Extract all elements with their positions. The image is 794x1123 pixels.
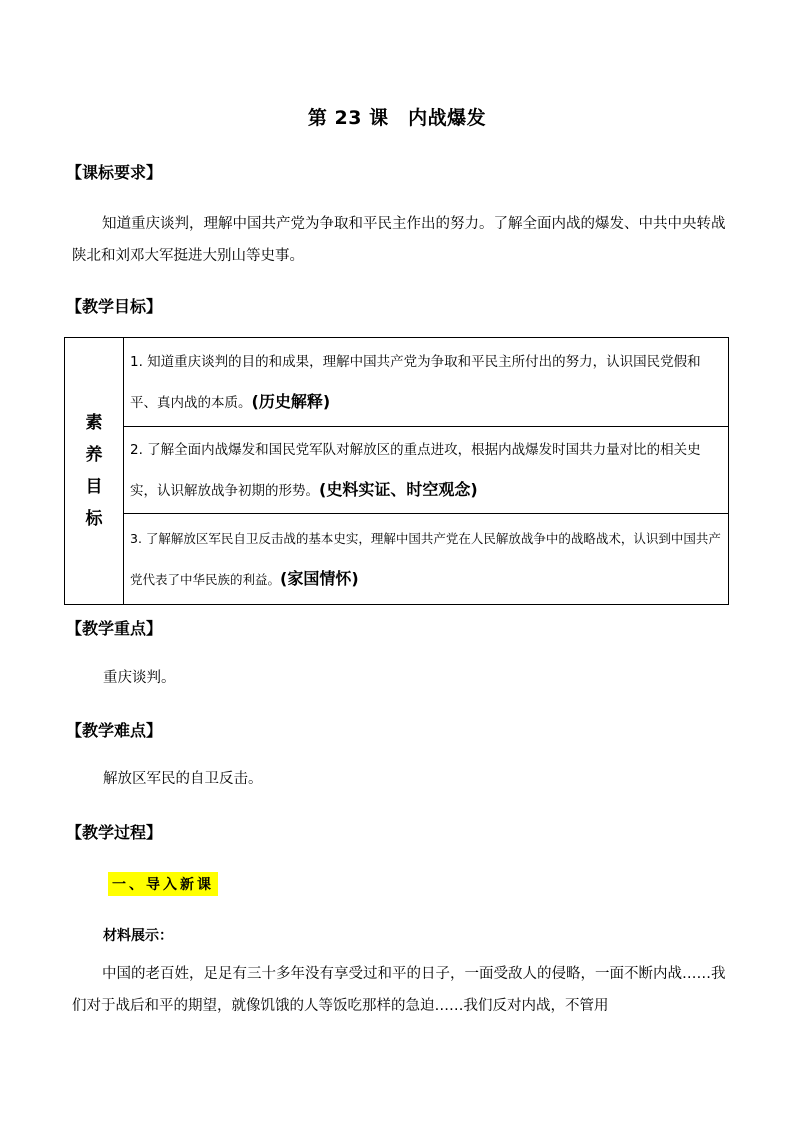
objectives-heading: 【教学目标】 — [66, 297, 163, 316]
label-char: 养 — [85, 445, 103, 465]
standards-text: 知道重庆谈判，理解中国共产党为争取和平民主作出的努力。了解全面内战的爆发、中共中央转战陕北和刘邓大军挺进大别山等史事。 — [72, 216, 726, 264]
objective-item-1 — [124, 338, 729, 427]
objective-text: 3. 了解解放区军民自卫反击战的基本史实，理解中国共产党在人民解放战争中的战略战术，认识到中国共产党代表了中华民族的利益。 — [130, 530, 721, 587]
standards-heading: 【课标要求】 — [66, 163, 163, 182]
material-text: 中国的老百姓，足足有三十多年没有享受过和平的日子，一面受敌人的侵略，一面不断内战……我们对于战后和平的期望，就像饥饿的人等饭吃那样的急迫……我们反对内战，不管用 — [72, 966, 726, 1014]
objective-tag: (历史解释) — [251, 391, 331, 411]
difficulty-text: 解放区军民的自卫反击。 — [103, 771, 263, 787]
objective-item-3 — [124, 514, 729, 605]
lesson-title: 第 23 课 内战爆发 — [307, 107, 487, 129]
difficulty-heading: 【教学难点】 — [66, 721, 163, 740]
section-highlight: 一、导入新课 — [108, 872, 218, 896]
objective-tag: (史料实证、时空观念) — [319, 479, 478, 499]
material-label: 材料展示： — [103, 928, 173, 944]
key-point-heading: 【教学重点】 — [66, 619, 163, 638]
label-char: 标 — [85, 509, 103, 529]
objective-text: 2. 了解全面内战爆发和国民党军队对解放区的重点进攻，根据内战爆发时国共力量对比的相关史实，认识解放战争初期的形势。 — [130, 441, 701, 499]
objective-tag: (家国情怀) — [280, 568, 359, 588]
label-char: 目 — [85, 477, 103, 497]
objective-text: 1. 知道重庆谈判的目的和成果，理解中国共产党为争取和平民主所付出的努力，认识国民党假和平、真内战的本质。 — [130, 353, 701, 411]
key-point-text: 重庆谈判。 — [103, 670, 176, 686]
label-char: 素 — [85, 413, 103, 433]
objectives-label-cell — [65, 338, 124, 605]
process-heading: 【教学过程】 — [66, 823, 163, 842]
objectives-table — [64, 337, 729, 605]
objective-item-2 — [124, 427, 729, 514]
